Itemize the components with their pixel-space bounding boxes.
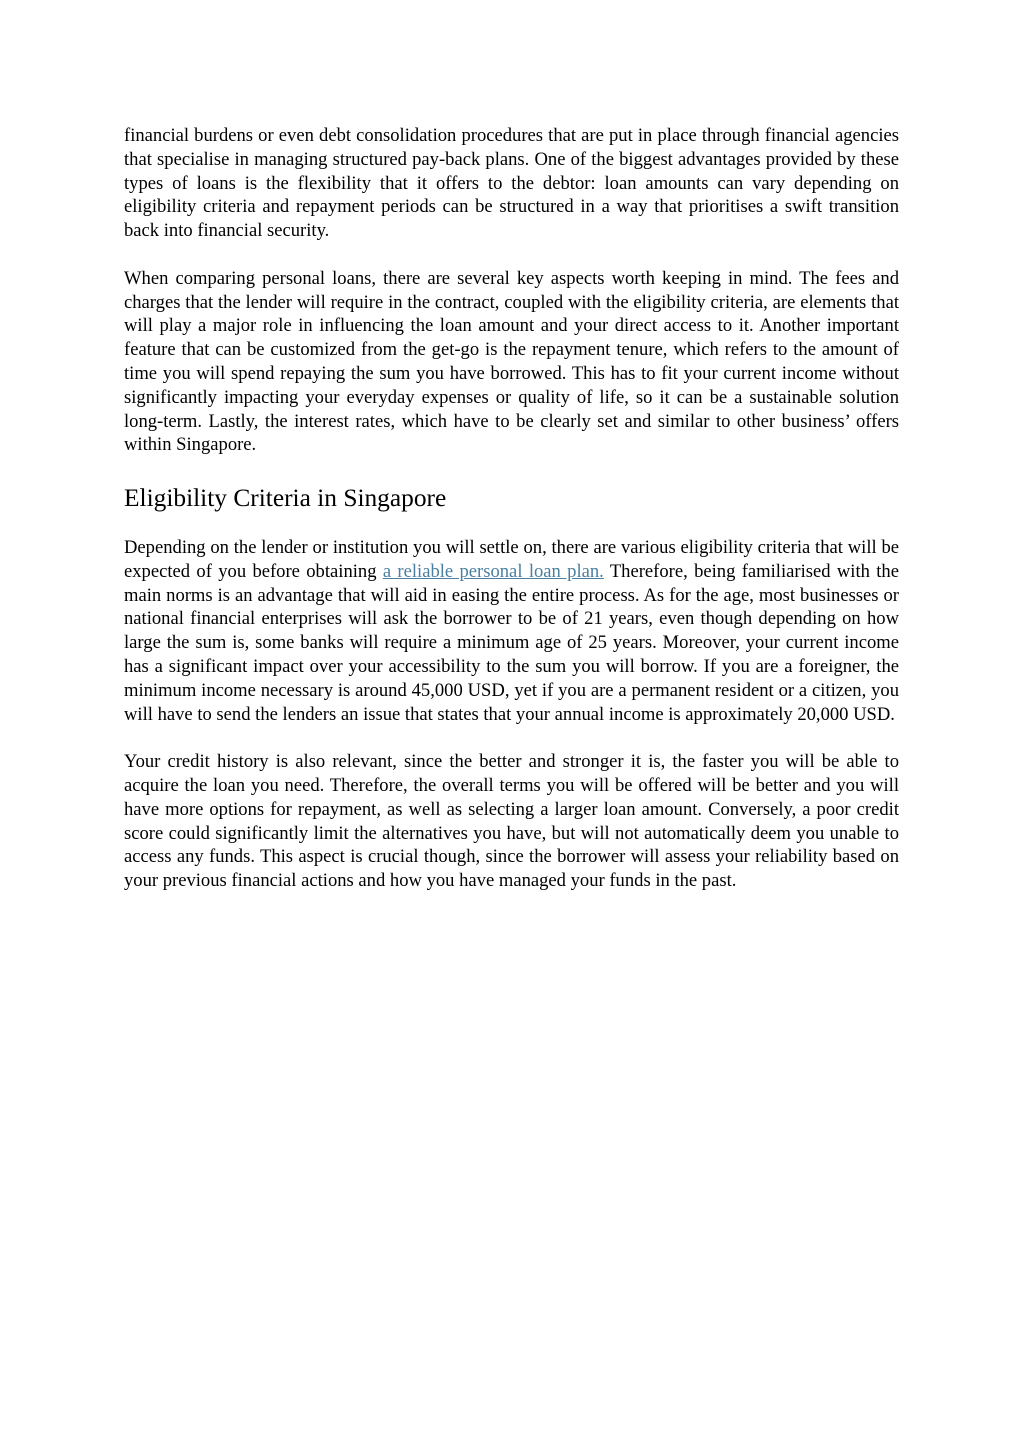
paragraph-comparing-loans: When comparing personal loans, there are several key aspects worth keeping in mind. The fees and charges that the lender will require in the contract, coupled with the eligibility criteria, are elements that will play a major role in influencing the loan amount and your direct access to it. Another important feature that can be customized from the get-go is the repayment tenure, which refers to the amount of time you will spend repaying the sum you have borrowed. This has to fit your current income without significantly impacting your everyday expenses or quality of life, so it can be a sustainable solution long-term. Lastly, the interest rates, which have to be clearly set and similar to other business’ offers within Singapore. xyxy=(124,267,899,456)
eligibility-section-body xyxy=(124,536,899,893)
personal-loan-plan-link[interactable]: a reliable personal loan plan. xyxy=(382,560,604,582)
paragraph-credit-history: Your credit history is also relevant, since the better and stronger it is, the faster you will be able to acquire the loan you need. Therefore, the overall terms you will be offered will be better and you will have more options for repayment, as well as selecting a larger loan amount. Conversely, a poor credit score could significantly limit the alternatives you have, but will not automatically deem you unable to access any funds. This aspect is crucial though, since the borrower will assess your reliability based on your previous financial actions and how you have managed your funds in the past. xyxy=(124,751,899,892)
section-heading-eligibility: Eligibility Criteria in Singapore xyxy=(124,484,447,512)
paragraph-text-after-link: Therefore, being familiarised with the main norms is an advantage that will aid in easing the entire process. As for the age, most businesses or national financial enterprises will ask the borrower to be of 21 years, even though depending on how large the sum is, some banks will require a minimum age of 25 years. Moreover, your current income has a significant impact over your accessibility to the sum you will borrow. If you are a foreigner, the minimum income necessary is around 45,000 USD, yet if you are a permanent resident or a citizen, you will have to send the lenders an issue that states that your annual income is approximately 20,000 USD. xyxy=(124,560,899,725)
document-page xyxy=(124,124,899,892)
paragraph-loan-flexibility: financial burdens or even debt consolidation procedures that are put in place through financial agencies that specialise in managing structured pay-back plans. One of the biggest advantages provided by these types of loans is the flexibility that it offers to the debtor: loan amounts can vary depending on eligibility criteria and repayment periods can be structured in a way that prioritises a swift transition back into financial security. xyxy=(124,125,899,242)
paragraph-eligibility-criteria xyxy=(124,536,899,726)
paragraph-text-before-link: Depending on the lender or institution you will settle on, there are various eligibility criteria that will be expected of you before obtaining xyxy=(124,537,899,582)
